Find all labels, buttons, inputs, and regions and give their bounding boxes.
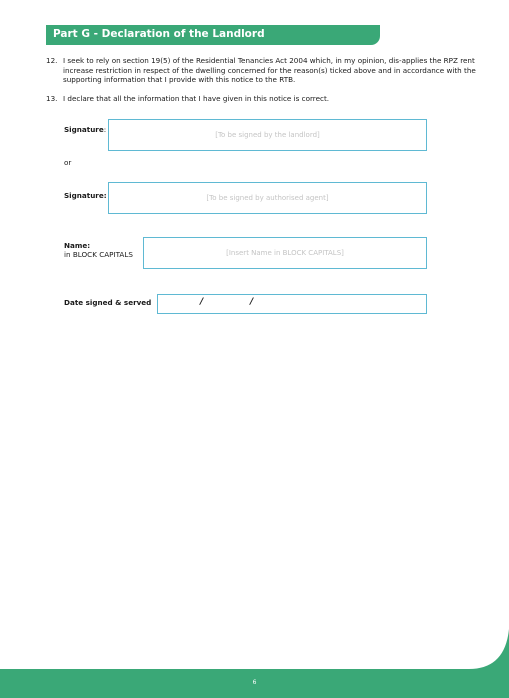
footer-curve [469, 629, 509, 669]
date-label: Date signed & served [64, 298, 152, 307]
signature-label-text: Signature [64, 125, 104, 134]
date-separator: / [200, 297, 204, 307]
item-text: I seek to rely on section 19(5) of the Residential Tenancies Act 2004 which, in my opinion, dis-applies the RPZ rent increase restriction in respect of the dwelling concerned for the reason(s) ticked above and in accordance with the supporting information that I provide with this notice to the RTB. [63, 56, 476, 85]
name-sublabel: in BLOCK CAPITALS [64, 250, 133, 259]
date-field[interactable] [157, 294, 427, 314]
section-header [46, 25, 380, 45]
signature-landlord-field[interactable] [108, 119, 427, 151]
signature-agent-label: Signature: [64, 191, 107, 200]
signature-agent-field[interactable] [108, 182, 427, 214]
name-placeholder: [Insert Name in BLOCK CAPITALS] [226, 249, 344, 257]
signature-landlord-placeholder: [To be signed by the landlord] [215, 131, 320, 139]
section-title: Part G - Declaration of the Landlord [53, 28, 265, 40]
item-number: 12. [46, 56, 58, 65]
item-text: I declare that all the information that I have given in this notice is correct. [63, 94, 330, 103]
signature-label-colon: : [103, 125, 107, 134]
name-label: Name: [64, 241, 91, 250]
name-field[interactable] [143, 237, 427, 269]
footer-curve-shape [469, 629, 509, 669]
page-number: 6 [252, 679, 257, 686]
signature-agent-placeholder: [To be signed by authorised agent] [206, 194, 329, 202]
signature-landlord-label [64, 125, 106, 134]
date-separator: / [250, 297, 254, 307]
or-text: or [64, 158, 72, 167]
item-number: 13. [46, 94, 58, 103]
